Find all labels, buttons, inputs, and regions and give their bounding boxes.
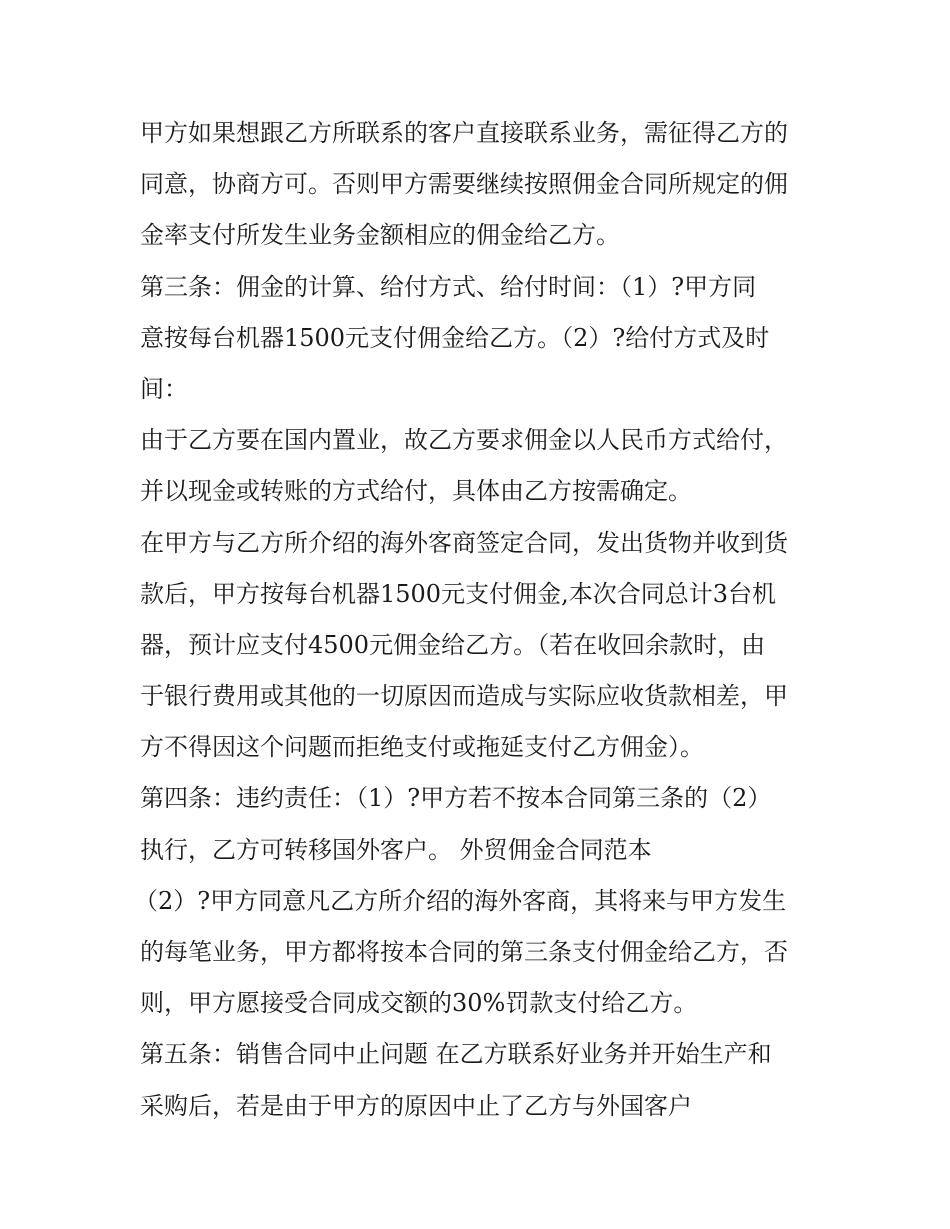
text-line-19: 第五条：销售合同中止问题 在乙方联系好业务并开始生产和 <box>140 1040 772 1069</box>
text-line-6: 间： <box>140 374 188 403</box>
text-line-13: 方不得因这个问题而拒绝支付或拖延支付乙方佣金）。 <box>140 733 704 762</box>
text-line-15: 执行，乙方可转移国外客户。 外贸佣金合同范本 <box>140 835 652 864</box>
text-line-14: 第四条：违约责任：（1）?甲方若不按本合同第三条的（2） <box>140 784 772 813</box>
text-line-2: 同意，协商方可。否则甲方需要继续按照佣金合同所规定的佣 <box>140 170 788 199</box>
text-line-1: 甲方如果想跟乙方所联系的客户直接联系业务，需征得乙方的 <box>140 119 788 147</box>
text-line-17: 的每笔业务，甲方都将按本合同的第三条支付佣金给乙方，否 <box>140 938 788 966</box>
text-line-4: 第三条：佣金的计算、给付方式、给付时间：（1）?甲方同 <box>140 272 757 301</box>
text-line-20: 采购后，若是由于甲方的原因中止了乙方与外国客户 <box>140 1091 692 1120</box>
text-line-8: 并以现金或转账的方式给付，具体由乙方按需确定。 <box>140 477 692 506</box>
document-body <box>134 108 830 1132</box>
text-line-5: 意按每台机器1500元支付佣金给乙方。（2）?给付方式及时 <box>140 323 770 352</box>
text-line-9: 在甲方与乙方所介绍的海外客商签定合同，发出货物并收到货 <box>140 528 788 557</box>
text-line-18: 则，甲方愿接受合同成交额的30%罚款支付给乙方。 <box>140 989 698 1018</box>
text-line-11: 器，预计应支付4500元佣金给乙方。（若在收回余款时，由 <box>140 630 766 659</box>
text-line-16: （2）?甲方同意凡乙方所介绍的海外客商，其将来与甲方发生 <box>134 886 787 915</box>
text-line-7: 由于乙方要在国内置业，故乙方要求佣金以人民币方式给付， <box>140 426 788 455</box>
text-line-12: 于银行费用或其他的一切原因而造成与实际应收货款相差，甲 <box>140 682 788 711</box>
text-line-10: 款后，甲方按每台机器1500元支付佣金,本次合同总计3台机 <box>140 579 776 608</box>
text-line-3: 金率支付所发生业务金额相应的佣金给乙方。 <box>140 221 620 250</box>
